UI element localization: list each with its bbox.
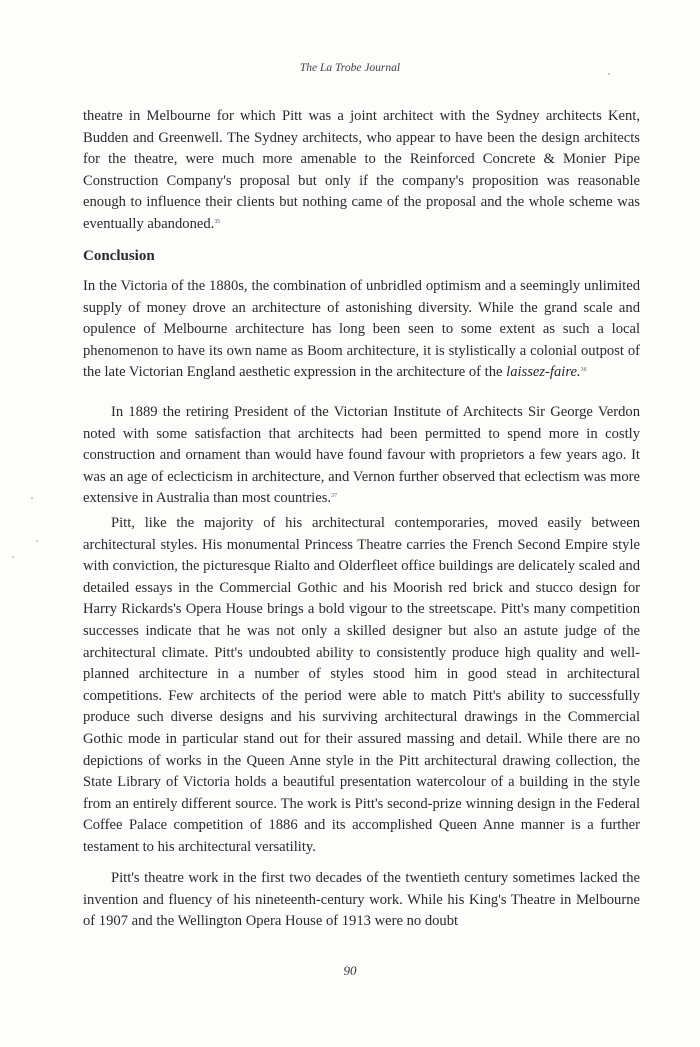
footnote-ref: 35 — [214, 218, 221, 225]
paragraph-text: In 1889 the retiring President of the Victorian Institute of Architects Sir George Verdon noted with some satisfaction that architects had been permitted to spend more in costly construction and ornament than would have found favour with proprietors a few years ago. It was an age of eclecticism in architecture, and Vernon further observed that eclectism was more extensive in Australia than most countries. — [83, 404, 640, 507]
running-header: The La Trobe Journal — [299, 62, 401, 74]
page-number: 90 — [343, 963, 357, 978]
footnote-ref: 37 — [331, 493, 338, 500]
scan-speck — [608, 73, 610, 75]
paragraph-conclusion-3 — [83, 513, 640, 859]
paragraph-conclusion-2 — [83, 402, 640, 510]
italic-term: laissez-faire. — [506, 364, 581, 381]
footnote-ref: 36 — [580, 367, 587, 374]
section-heading: Conclusion — [83, 248, 155, 264]
paragraph-text: theatre in Melbourne for which Pitt was a joint architect with the Sydney architects Kent, Budden and Greenwell. The Sydney architects, who appear to have been the design architects for the theatre, were much more amenable to the Reinforced Concrete & Monier Pipe Construction Company's proposal but only if the company's proposition was reasonable enough to influence their clients but nothing came of the proposal and the whole scheme was eventually abandoned. — [83, 108, 640, 232]
scan-speck — [36, 540, 38, 542]
paragraph-text: In the Victoria of the 1880s, the combination of unbridled optimism and a seemingly unlimited supply of money drove an architecture of astonishing diversity. While the grand scale and opulence of Melbourne architecture has long been seen to some extent as such a local phenomenon to have its own name as Boom architecture, it is stylistically a colonial outpost of the late Victorian England aesthetic expression in the architecture of the — [83, 278, 640, 381]
scan-speck — [31, 497, 33, 499]
paragraph-intro — [83, 106, 640, 236]
paragraph-conclusion-4 — [83, 868, 640, 933]
scan-speck — [12, 556, 14, 558]
paragraph-text: Pitt, like the majority of his architectural contemporaries, moved easily between architectural styles. His monumental Princess Theatre carries the French Second Empire style with conviction, the picturesque Rialto and Olderfleet office buildings are delicately scaled and detailed essays in the Commercial Gothic and his Moorish red brick and stucco design for Harry Rickards's Opera House brings a bold vigour to the streetscape. Pitt's many competition successes indicate that he was not only a skilled designer but also an astute judge of the architectural climate. Pitt's undoubted ability to consistently produce high quality and well-planned architecture in a number of styles stood him in good stead in architectural competitions. Few architects of the period were able to match Pitt's ability to successfully produce such diverse designs and his surviving architectural drawings in the Commercial Gothic mode in particular stand out for their assured massing and detail. While there are no depictions of works in the Queen Anne style in the Pitt architectural drawing collection, the State Library of Victoria holds a beautiful presentation watercolour of a building in the style from an entirely different source. The work is Pitt's second-prize winning design in the Federal Coffee Palace competition of 1886 and its accomplished Queen Anne manner is a further testament to his architectural versatility. — [83, 515, 640, 855]
paragraph-text: Pitt's theatre work in the first two decades of the twentieth century sometimes lacked the invention and fluency of his nineteenth-century work. While his King's Theatre in Melbourne of 1907 and the Wellington Opera House of 1913 were no doubt — [83, 870, 640, 930]
paragraph-conclusion-1 — [83, 276, 640, 384]
